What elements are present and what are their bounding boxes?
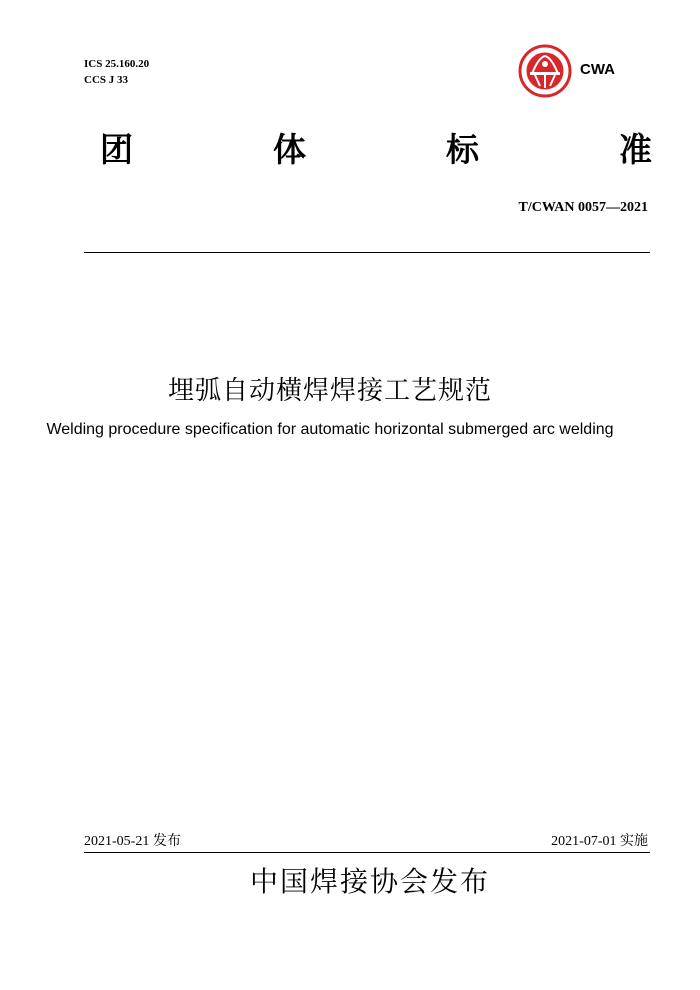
kind-char: 准 [619, 130, 652, 169]
issue-label: 发布 [152, 833, 181, 849]
top-divider [84, 252, 650, 253]
ics-code: ICS 25.160.20 [84, 58, 150, 70]
issuer: 中国焊接协会发布 [249, 865, 490, 898]
classification-codes [84, 56, 149, 88]
kind-char: 团 [100, 130, 133, 169]
title-chinese: 埋弧自动横焊焊接工艺规范 [167, 376, 492, 406]
issue-date: 2021-05-21 [84, 834, 150, 849]
logo-text: CWA [580, 61, 615, 78]
ccs-code: CCS J 33 [84, 74, 129, 86]
standard-number: T/CWAN 0057—2021 [518, 200, 648, 215]
implementation-date: 2021-07-01 [551, 834, 617, 849]
title-english: Welding procedure specification for automatic horizontal submerged arc welding [46, 421, 614, 438]
bottom-divider [84, 852, 650, 853]
kind-char: 体 [273, 130, 306, 169]
cwa-logo-icon [518, 44, 572, 98]
kind-char: 标 [446, 130, 479, 169]
standard-kind-heading [100, 124, 652, 171]
implementation-label: 实施 [620, 833, 648, 849]
issue-date-line [84, 830, 181, 850]
implementation-date-line [551, 830, 648, 850]
